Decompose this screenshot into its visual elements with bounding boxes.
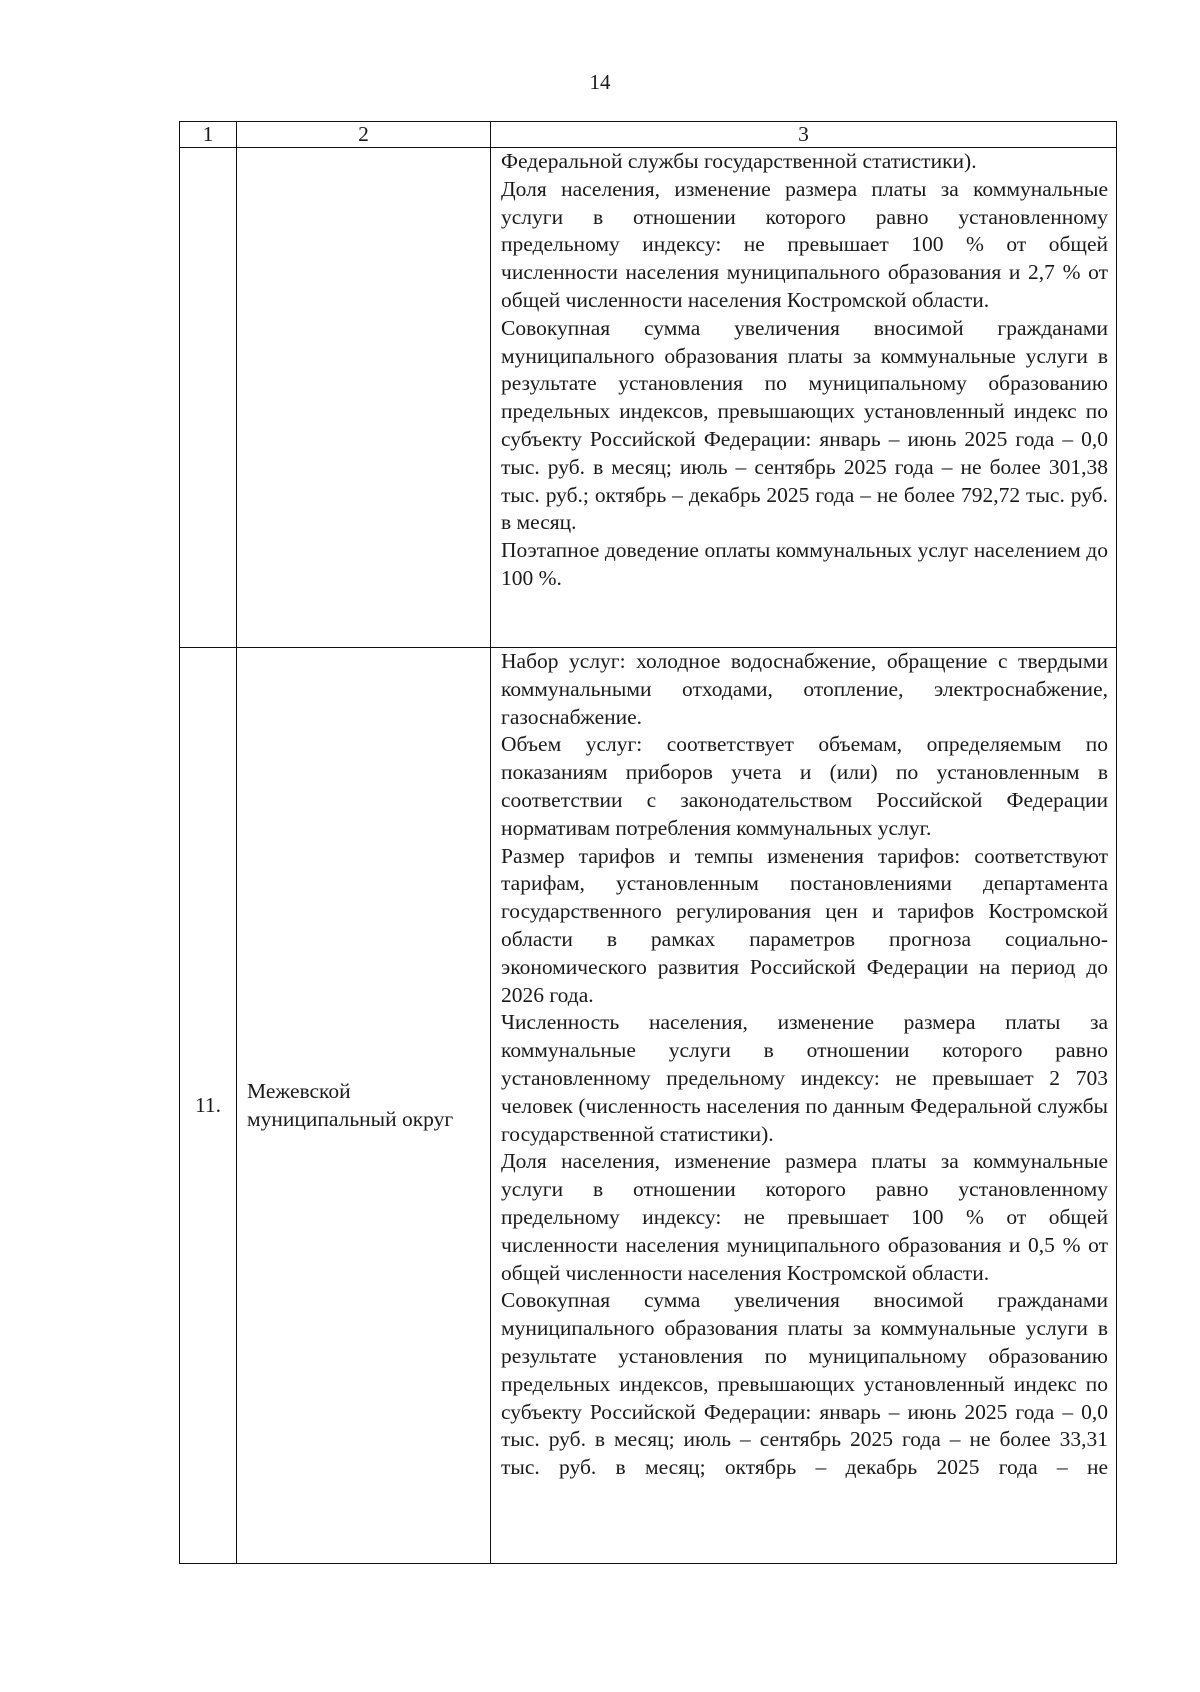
column-header-3: 3 xyxy=(491,122,1117,148)
content-paragraph: Поэтапное доведение оплаты коммунальных услуг населением до 100 %. xyxy=(501,538,1108,590)
row-content xyxy=(491,648,1117,1564)
row-content xyxy=(491,148,1117,648)
column-header-2: 2 xyxy=(237,122,491,148)
content-paragraph: Набор услуг: холодное водоснабжение, обращение с твердыми коммунальными отходами, отопление, электроснабжение, газоснабжение. xyxy=(501,649,1108,729)
content-paragraph: Совокупная сумма увеличения вносимой гражданами муниципального образования платы за коммунальные услуги в результате установления по муниципальному образованию предельных индексов, превышающих установленный индекс по субъекту Российской Федерации: январь – июнь 2025 года – 0,0 тыс. руб. в месяц; июль – сентябрь 2025 года – не более 301,38 тыс. руб.; октябрь – декабрь 2025 года – не более 792,72 тыс. руб. в месяц. xyxy=(501,315,1108,535)
content-paragraph: Размер тарифов и темпы изменения тарифов: соответствуют тарифам, установленным постановлениями департамента государственного регулирования цен и тарифов Костромской области в рамках параметров прогноза социально-экономического развития Российской Федерации на период до 2026 года. xyxy=(501,843,1108,1007)
content-paragraph: Доля населения, изменение размера платы за коммунальные услуги в отношении которого равно установленному предельному индексу: не превышает 100 % от общей численности населения муниципального образования и 0,5 % от общей численности населения Костромской области. xyxy=(501,1149,1108,1285)
row-municipality xyxy=(237,148,491,648)
page-number: 14 xyxy=(589,70,611,94)
column-header-1: 1 xyxy=(180,122,237,148)
content-paragraph: Объем услуг: соответствует объемам, определяемым по показаниям приборов учета и (или) по установленным в соответствии с законодательством Российской Федерации нормативам потребления коммунальных услуг. xyxy=(501,732,1108,840)
content-paragraph: Совокупная сумма увеличения вносимой гражданами муниципального образования платы за коммунальные услуги в результате установления по муниципальному образованию предельных индексов, превышающих установленный индекс по субъекту Российской Федерации: январь – июнь 2025 года – 0,0 тыс. руб. в месяц; июль – сентябрь 2025 года – не более 33,31 тыс. руб. в месяц; октябрь – декабрь 2025 года – не xyxy=(501,1288,1108,1480)
row-number: 11. xyxy=(180,648,237,1564)
content-paragraph: Федеральной службы государственной статистики). xyxy=(501,149,977,173)
table-row xyxy=(180,148,1117,648)
data-table xyxy=(179,121,1117,1564)
content-paragraph: Доля населения, изменение размера платы за коммунальные услуги в отношении которого равно установленному предельному индексу: не превышает 100 % от общей численности населения муниципального образования и 2,7 % от общей численности населения Костромской области. xyxy=(501,176,1108,312)
table-row xyxy=(180,648,1117,1564)
row-municipality: Межевской муниципальный округ xyxy=(237,648,491,1564)
table-header-row xyxy=(180,122,1117,148)
content-paragraph: Численность населения, изменение размера платы за коммунальные услуги в отношении которого равно установленному предельному индексу: не превышает 2 703 человек (численность населения по данным Федеральной службы государственной статистики). xyxy=(501,1010,1108,1146)
row-number xyxy=(180,148,237,648)
